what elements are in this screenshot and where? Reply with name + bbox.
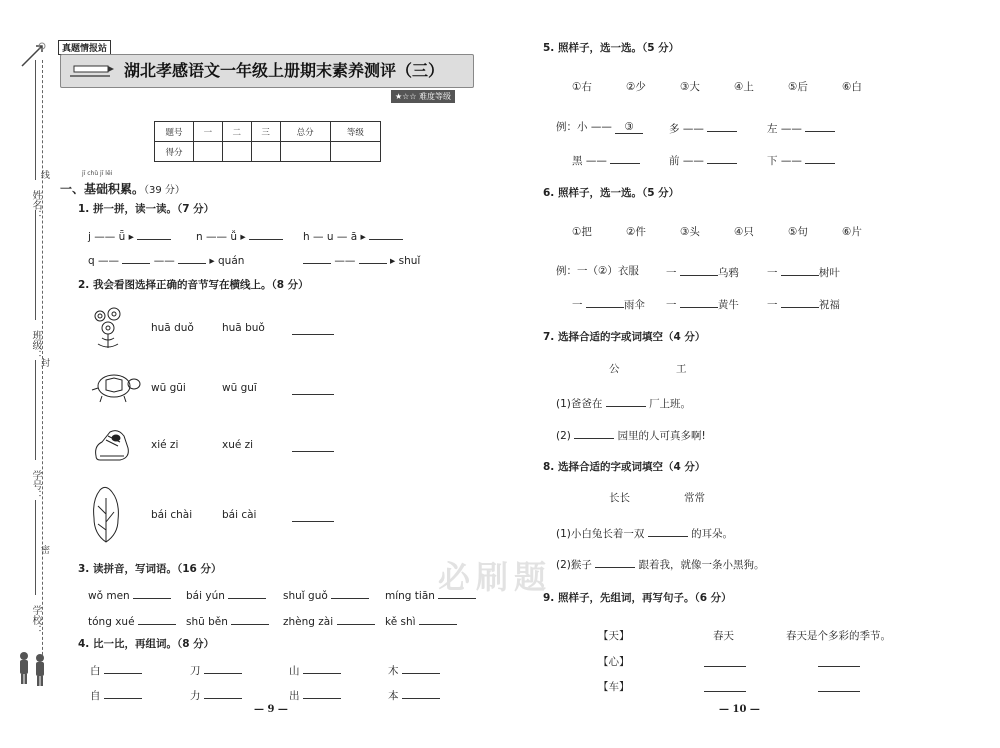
q4-item: 木 <box>388 661 440 678</box>
score-cell: 题号 <box>155 122 194 142</box>
answer-blank[interactable] <box>704 679 746 692</box>
header-tag: 真题情报站 <box>58 40 111 55</box>
q3-item: shū běn <box>186 612 269 628</box>
answer-blank[interactable] <box>680 295 718 308</box>
q1-row1-item: h — u — ā ▸ <box>303 227 403 243</box>
q3-label: 3. 读拼音，写词语。（16 分） <box>78 563 222 575</box>
score-cell: 二 <box>222 122 251 142</box>
q6-item: 一 树叶 <box>767 263 840 280</box>
q3-item: shuǐ guǒ <box>283 586 369 602</box>
turtle-picture <box>88 370 144 404</box>
q4-item: 自 <box>90 686 142 703</box>
q3-item: kě shì <box>385 612 457 628</box>
option: ②少 <box>626 81 646 93</box>
q7-choice: 公 <box>609 363 620 375</box>
answer-blank[interactable] <box>133 586 171 599</box>
field-school: 学校： <box>30 605 41 635</box>
option: ⑥白 <box>842 81 862 93</box>
answer-blank[interactable] <box>337 612 375 625</box>
q6-item: 一 乌鸦 <box>666 263 739 280</box>
q9-row: 【车】 <box>598 681 630 693</box>
answer-blank[interactable] <box>249 227 283 240</box>
answer-blank[interactable] <box>704 654 746 667</box>
q1-row1-item: n —— ǚ ▸ <box>196 227 283 243</box>
q5-example: 例：小 —— ③ <box>556 119 643 134</box>
answer-blank[interactable] <box>610 151 640 164</box>
q2-option-a: huā duǒ <box>151 322 194 334</box>
cabbage-picture <box>86 484 126 544</box>
answer-blank[interactable] <box>606 394 646 407</box>
answer-blank[interactable] <box>402 661 440 674</box>
binding-line <box>42 60 43 680</box>
q3-item: bái yún <box>186 586 266 602</box>
q2-option-a: wū gūi <box>151 382 186 394</box>
q5-item: 黑 —— <box>572 151 640 168</box>
score-table <box>154 121 381 162</box>
answer-blank[interactable] <box>138 612 176 625</box>
answer-blank[interactable] <box>331 586 369 599</box>
pencil-icon <box>66 62 116 80</box>
answer-blank[interactable] <box>648 524 688 537</box>
answer-blank[interactable] <box>204 661 242 674</box>
option: ①右 <box>572 81 592 93</box>
q4-item: 白 <box>90 661 142 678</box>
answer-blank[interactable] <box>707 119 737 132</box>
option: ③头 <box>680 226 700 238</box>
flower-picture <box>88 304 128 350</box>
section1-pinyin: jī chǔ jī lěi <box>82 170 113 177</box>
answer-blank[interactable] <box>303 686 341 699</box>
q4-item: 出 <box>289 686 341 703</box>
q7-label: 7. 选择合适的字或词填空（4 分） <box>543 331 706 343</box>
score-cell: 一 <box>194 122 223 142</box>
answer-blank[interactable] <box>292 509 334 522</box>
q8-sentence-2: (2)猴子 跟着我，就像一条小黑狗。 <box>556 555 765 572</box>
q8-choice: 长长 <box>609 492 630 504</box>
q1-row2: q —— —— ▸ quán <box>88 251 244 267</box>
q4-item: 刀 <box>190 661 242 678</box>
option: ⑥片 <box>842 226 862 238</box>
score-table-value-row <box>155 142 381 162</box>
q8-sentence-1: (1)小白兔长着一双 的耳朵。 <box>556 524 733 541</box>
q2-option-b: wū guī <box>222 382 257 394</box>
q6-item: 一 祝福 <box>767 295 840 312</box>
answer-blank[interactable] <box>586 295 624 308</box>
watermark: 必刷题 <box>438 558 553 596</box>
q7-sentence-1: (1)爸爸在 厂上班。 <box>556 394 691 411</box>
q1-row1-item: j —— ǖ ▸ <box>88 227 171 243</box>
q6-item: 一 黄牛 <box>666 295 739 312</box>
field-number: 学号： <box>30 470 41 500</box>
option: ①把 <box>572 226 592 238</box>
q6-item: 一 雨伞 <box>572 295 645 312</box>
answer-blank[interactable] <box>292 382 334 395</box>
score-cell: 等级 <box>330 122 380 142</box>
score-input-cell[interactable] <box>222 142 251 162</box>
q3-item: zhèng zài <box>283 612 375 628</box>
answer-blank[interactable] <box>402 686 440 699</box>
answer-blank[interactable] <box>292 439 334 452</box>
q8-label: 8. 选择合适的字或词填空（4 分） <box>543 461 706 473</box>
q4-label: 4. 比一比，再组词。（8 分） <box>78 638 215 650</box>
q1-label: 1. 拼一拼，读一读。（7 分） <box>78 203 215 215</box>
answer-blank[interactable] <box>292 322 334 335</box>
q7-sentence-2: (2) 园里的人可真多啊! <box>556 426 706 443</box>
q4-item: 力 <box>190 686 242 703</box>
score-input-cell[interactable] <box>251 142 280 162</box>
q9-row: 【心】 <box>598 656 630 668</box>
answer-blank[interactable] <box>231 612 269 625</box>
score-table-header-row <box>155 122 381 142</box>
option: ⑤后 <box>788 81 808 93</box>
q5-example-answer: ③ <box>615 121 643 134</box>
answer-blank[interactable] <box>818 679 860 692</box>
answer-blank[interactable] <box>419 612 457 625</box>
page-number-right: — 10 — <box>719 704 760 715</box>
q4-item: 本 <box>388 686 440 703</box>
q9-word: 春天 <box>713 630 734 642</box>
option: ③大 <box>680 81 700 93</box>
q2-option-b: xué zi <box>222 439 254 451</box>
q2-option-a: xié zi <box>151 439 179 451</box>
q8-choice: 常常 <box>684 492 705 504</box>
section1-points: （39 分） <box>144 185 185 196</box>
q5-item: 多 —— <box>669 119 737 136</box>
answer-blank[interactable] <box>595 555 635 568</box>
score-cell: 总分 <box>280 122 330 142</box>
score-input-cell[interactable] <box>280 142 330 162</box>
q9-sentence: 春天是个多彩的季节。 <box>786 630 891 642</box>
field-school-line <box>35 500 36 595</box>
shoe-picture <box>90 426 132 464</box>
answer-blank[interactable] <box>122 251 150 264</box>
field-class-line <box>35 210 36 320</box>
answer-blank[interactable] <box>574 426 614 439</box>
binding-strip <box>0 0 50 748</box>
score-cell: 三 <box>251 122 280 142</box>
q2-option-b: huā buǒ <box>222 322 265 334</box>
score-cell: 得分 <box>155 142 194 162</box>
q3-item: míng tiān <box>385 586 476 602</box>
answer-blank[interactable] <box>204 686 242 699</box>
field-number-line <box>35 360 36 460</box>
q5-label: 5. 照样子，选一选。（5 分） <box>543 42 680 54</box>
option: ②件 <box>626 226 646 238</box>
q9-label: 9. 照样子，先组词，再写句子。（6 分） <box>543 592 732 604</box>
option: ⑤句 <box>788 226 808 238</box>
q2-option-a: bái chài <box>151 509 193 521</box>
answer-blank[interactable] <box>303 661 341 674</box>
answer-blank[interactable] <box>104 661 142 674</box>
q5-item: 下 —— <box>767 151 835 168</box>
arrow-decoration-icon <box>18 40 48 70</box>
binding-mark-feng: 封 <box>39 358 49 367</box>
field-class: 班级： <box>30 330 41 360</box>
field-name: 姓名： <box>30 190 41 220</box>
answer-blank[interactable] <box>805 151 835 164</box>
q2-option-b: bái cài <box>222 509 257 521</box>
answer-blank[interactable] <box>781 295 819 308</box>
q6-label: 6. 照样子，选一选。（5 分） <box>543 187 680 199</box>
answer-blank[interactable] <box>303 251 331 264</box>
q5-item: 左 —— <box>767 119 835 136</box>
answer-blank[interactable] <box>137 227 171 240</box>
answer-blank[interactable] <box>228 586 266 599</box>
page-title: 湖北孝感语文一年级上册期末素养测评（三） <box>124 61 445 80</box>
option: ④只 <box>734 226 754 238</box>
answer-blank[interactable] <box>805 119 835 132</box>
q3-item: wǒ men <box>88 586 171 602</box>
binding-mark-xian: 线 <box>39 170 49 179</box>
children-silhouette-icon <box>16 648 50 696</box>
answer-blank[interactable] <box>178 251 206 264</box>
q4-item: 山 <box>289 661 341 678</box>
q7-choice: 工 <box>676 363 687 375</box>
q5-item: 前 —— <box>669 151 737 168</box>
q6-example: 例：一（②）衣服 <box>556 265 639 277</box>
binding-mark-mi: 密 <box>39 545 49 554</box>
page-number-left: — 9 — <box>254 704 288 715</box>
score-input-cell[interactable] <box>330 142 380 162</box>
q6-options <box>572 224 862 239</box>
difficulty-badge: ★☆☆ 难度等级 <box>391 90 455 103</box>
score-input-cell[interactable] <box>194 142 223 162</box>
answer-blank[interactable] <box>369 227 403 240</box>
q5-options <box>572 79 862 94</box>
answer-blank[interactable] <box>680 263 718 276</box>
q9-row: 【天】 <box>598 630 630 642</box>
field-name-line <box>35 60 36 180</box>
answer-blank[interactable] <box>104 686 142 699</box>
answer-blank[interactable] <box>818 654 860 667</box>
answer-blank[interactable] <box>781 263 819 276</box>
q2-label: 2. 我会看图选择正确的音节写在横线上。（8 分） <box>78 279 309 291</box>
section1-title: 一、基础积累。（39 分） <box>60 182 185 196</box>
option: ④上 <box>734 81 754 93</box>
q3-item: tóng xué <box>88 612 176 628</box>
answer-blank[interactable] <box>707 151 737 164</box>
answer-blank[interactable] <box>359 251 387 264</box>
q1-row2-shui: —— ▸ shuǐ <box>303 251 420 267</box>
